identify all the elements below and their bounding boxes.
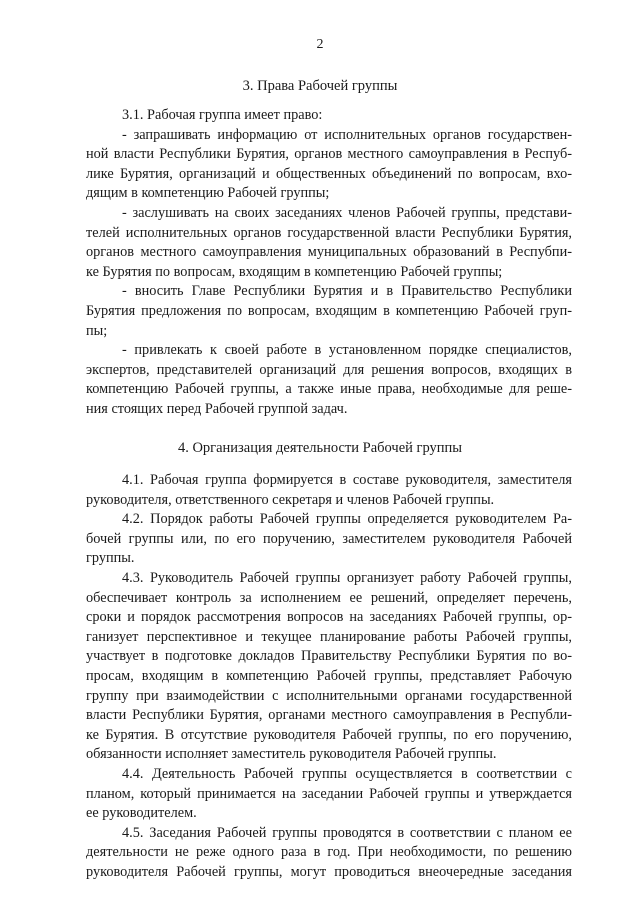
text-line: 4.3. Руководитель Рабочей группы организует работу Рабочей группы,: [122, 569, 572, 586]
text-line: пы;: [86, 322, 108, 339]
text-line: ганизует перспективное и текущее планирование работы Рабочей группы,: [86, 628, 572, 645]
text-line: бочей группы или, по его поручению, заместителем руководителя Рабочей: [86, 530, 572, 547]
paragraph-4-5: [86, 824, 572, 883]
text-line: ке Бурятия. В отсутствие руководителя Рабочей группы, по его поручению,: [86, 726, 572, 743]
text-line: деятельности не реже одного раза в год. При необходимости, по решению: [86, 844, 572, 861]
section-4-body: [86, 471, 572, 882]
text-line: группу при взаимодействии с исполнительными органами государственной: [86, 687, 572, 704]
section-4-title: 4. Организация деятельности Рабочей группы: [177, 440, 463, 456]
text-line: обеспечивает контроль за исполнением ее решений, определяет перечень,: [86, 589, 572, 606]
paragraph-3-1-item-1: [86, 126, 572, 204]
text-line: власти Республики Бурятия, органами местного самоуправления в Республи-: [86, 707, 572, 724]
text-line: дящим в компетенцию Рабочей группы;: [86, 185, 330, 202]
text-line: обязанности исполняет заместитель руководителя Рабочей группы.: [86, 746, 497, 763]
text-line: ке Бурятия по вопросам, входящим в компетенцию Рабочей группы;: [86, 263, 503, 280]
text-line: ния стоящих перед Рабочей группой задач.: [86, 400, 348, 417]
text-line: компетенцию Рабочей группы, а также иные права, необходимые для реше-: [86, 381, 572, 398]
paragraph-4-4: [86, 765, 572, 824]
text-line: ной власти Республики Бурятия, органов местного самоуправления в Респуб-: [86, 146, 572, 163]
text-line: 4.1. Рабочая группа формируется в составе руководителя, заместителя: [122, 472, 572, 488]
paragraph-3-1-item-3: [86, 282, 572, 341]
section-3-title: 3. Права Рабочей группы: [242, 78, 398, 94]
text-line: органов местного самоуправления муниципальных образований в Респубпи-: [86, 244, 572, 261]
paragraph-3-1: [86, 106, 572, 126]
text-line: руководителя Рабочей группы, могут проводиться внеочередные заседания: [86, 863, 572, 880]
text-line: руководителя, ответственного секретаря и членов Рабочей группы.: [86, 491, 495, 508]
text-line: просам, входящим в компетенцию Рабочей группы, представляет Рабочую: [86, 667, 572, 684]
paragraph-3-1-item-2: [86, 204, 572, 282]
text-line: 4.4. Деятельность Рабочей группы осуществляется в соответствии с: [122, 765, 572, 782]
section-3-body: [86, 106, 572, 420]
paragraph-4-3: [86, 569, 572, 765]
page-number: 2: [316, 37, 324, 52]
text-line: планом, который принимается на заседании Рабочей группы и утверждается: [86, 785, 572, 802]
text-line: Бурятия предложения по вопросам, входящим в компетенцию Рабочей груп-: [86, 302, 572, 319]
text-line: ее руководителем.: [86, 805, 197, 822]
text-line: телей исполнительных органов государственной власти Республики Бурятия,: [86, 224, 572, 241]
text-line: - вносить Главе Республики Бурятия и в Правительство Республики: [122, 283, 572, 300]
text-line: 4.2. Порядок работы Рабочей группы определяется руководителем Ра-: [122, 511, 572, 528]
text-line: - привлекать к своей работе в установленном порядке специалистов,: [122, 342, 572, 359]
text-line: группы.: [86, 550, 135, 567]
text-line: 3.1. Рабочая группа имеет право:: [122, 107, 323, 123]
text-line: сроки и порядок рассмотрения вопросов на заседаниях Рабочей группы, ор-: [86, 609, 572, 626]
paragraph-4-1: [86, 471, 572, 510]
paragraph-3-1-item-4: [86, 341, 572, 419]
text-line: - заслушивать на своих заседаниях членов Рабочей группы, представи-: [122, 204, 572, 221]
paragraph-4-2: [86, 510, 572, 569]
text-line: участвует в подготовке докладов Правительству Республики Бурятия по во-: [86, 648, 572, 665]
text-line: - запрашивать информацию от исполнительных органов государствен-: [122, 126, 572, 143]
text-line: лике Бурятия, организаций и общественных объединений по вопросам, вхо-: [86, 165, 572, 182]
text-line: экспертов, представителей организаций для решения вопросов, входящих в: [86, 361, 572, 378]
text-line: 4.5. Заседания Рабочей группы проводятся в соответствии с планом ее: [122, 824, 572, 841]
